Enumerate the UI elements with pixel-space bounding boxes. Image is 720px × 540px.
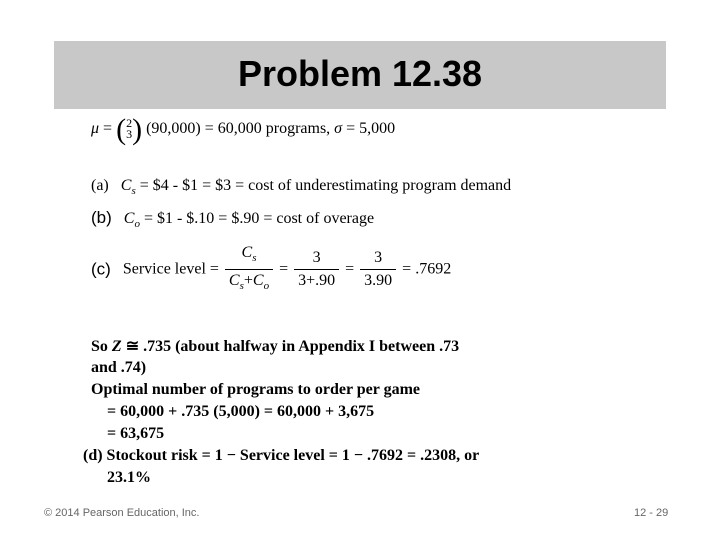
frac1-den-plus: + xyxy=(243,272,253,290)
part-c xyxy=(91,242,451,297)
title-bar xyxy=(54,41,666,109)
left-paren-icon: ( xyxy=(116,113,127,146)
sigma-rest: = 5,000 xyxy=(346,120,396,137)
frac1-den-a: C xyxy=(228,272,240,290)
part-b-subscript: o xyxy=(134,218,140,231)
service-fraction-2 xyxy=(294,247,339,292)
frac2-numerator: 3 xyxy=(312,249,321,267)
two-thirds-numerator: 2 xyxy=(126,116,133,131)
service-level-result: = .7692 xyxy=(402,260,452,278)
mu-symbol: μ xyxy=(91,120,100,137)
right-paren-icon: ) xyxy=(132,113,143,146)
z-symbol: Z xyxy=(111,338,122,355)
solution-line-4: = 60,000 + .735 (5,000) = 60,000 + 3,675 xyxy=(107,403,375,420)
frac1-den-b-sub: o xyxy=(263,280,270,293)
frac1-den-b: C xyxy=(252,272,264,290)
solution-z-rest: ≅ .735 (about halfway in Appendix I between .73 xyxy=(125,338,460,355)
footer-copyright: © 2014 Pearson Education, Inc. xyxy=(44,507,200,519)
content-box xyxy=(83,109,551,489)
part-c-label: (c) xyxy=(91,259,111,279)
part-a-symbol: C xyxy=(120,177,132,194)
frac1-num-sub: s xyxy=(252,252,257,265)
part-c-text: Service level = xyxy=(122,260,219,278)
slide-title: Problem 12.38 xyxy=(237,53,483,94)
solution-line-3: Optimal number of programs to order per game xyxy=(91,381,421,398)
solution-line-2: and .74) xyxy=(91,359,147,376)
solution-line-1 xyxy=(91,338,459,356)
frac3-numerator: 3 xyxy=(374,249,383,267)
solution-so: So xyxy=(91,338,108,355)
part-a-rest: = $4 - $1 = $3 = cost of underestimating program demand xyxy=(139,177,512,194)
equals-sign-1: = xyxy=(279,260,289,278)
part-b-label: (b) xyxy=(91,208,112,227)
part-a-label: (a) xyxy=(91,177,109,194)
frac3-denominator: 3.90 xyxy=(360,269,396,292)
mu-rest: (90,000) = 60,000 programs, xyxy=(146,120,331,137)
sigma-symbol: σ xyxy=(334,120,343,137)
part-b xyxy=(91,209,374,233)
equals-sign-2: = xyxy=(345,260,355,278)
page-number: 12 - 29 xyxy=(634,507,669,519)
solution-line-5: = 63,675 xyxy=(107,425,165,442)
part-a-subscript: s xyxy=(131,185,136,198)
mu-equation xyxy=(91,115,395,145)
part-b-symbol: C xyxy=(123,210,135,227)
part-b-rest: = $1 - $.10 = $.90 = cost of overage xyxy=(143,210,375,227)
solution-line-7: 23.1% xyxy=(107,469,151,486)
frac1-den-a-sub: s xyxy=(239,280,244,293)
frac2-denominator: 3+.90 xyxy=(294,269,339,292)
service-fraction-3 xyxy=(360,247,396,292)
part-a xyxy=(91,177,511,200)
solution-line-6: (d) Stockout risk = 1 − Service level = 1 − .7692 = .2308, or xyxy=(83,447,480,464)
mu-equals: = xyxy=(103,120,113,137)
service-fraction-1 xyxy=(225,242,273,297)
two-thirds-denominator: 3 xyxy=(126,127,133,142)
frac1-num-symbol: C xyxy=(241,244,253,261)
